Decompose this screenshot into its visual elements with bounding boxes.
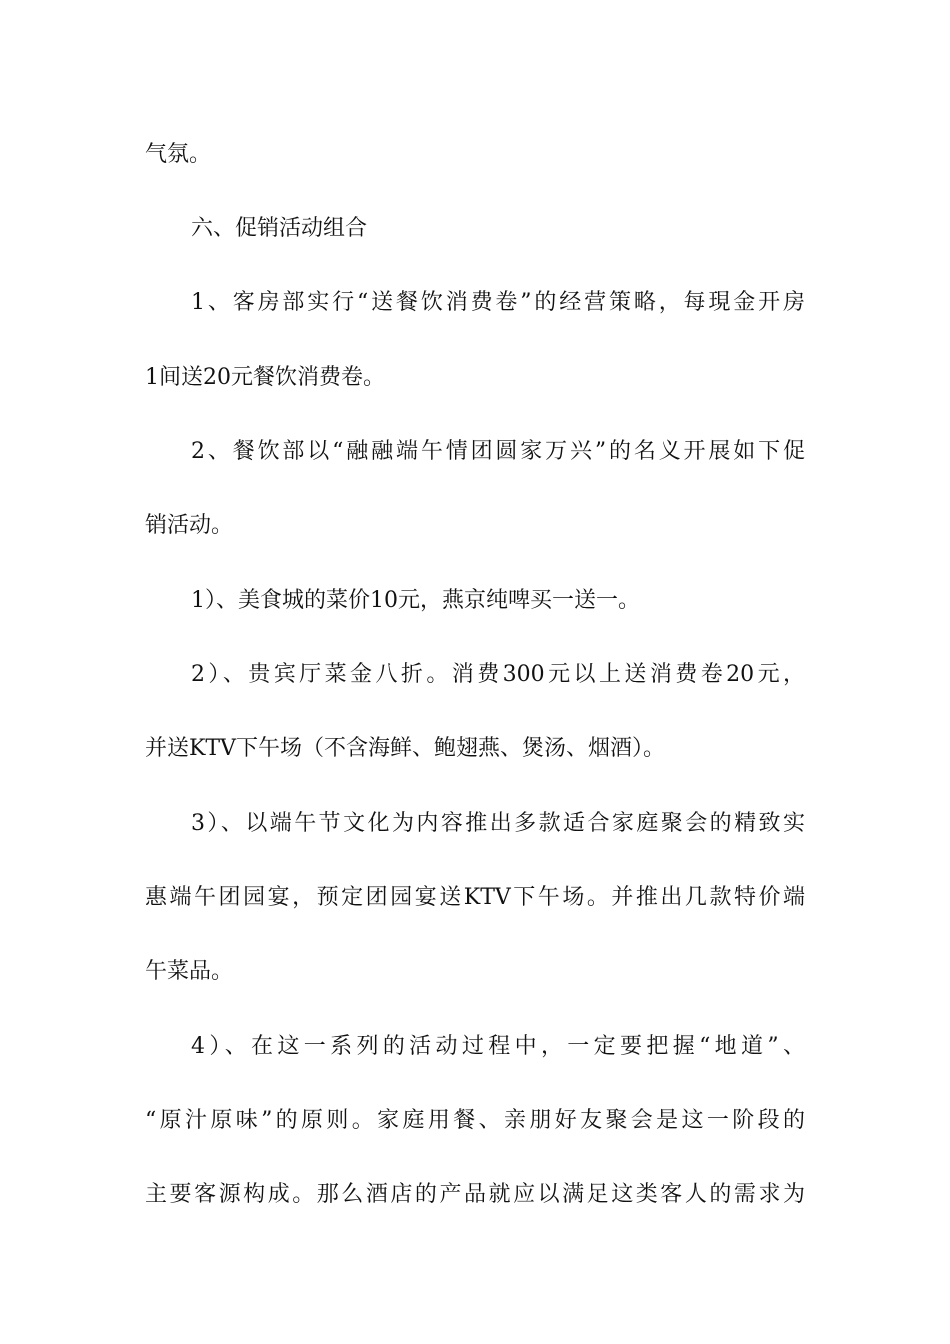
text-line-14: “原汁原味”的原则。家庭用餐、亲朋好友聚会是这一阶段的 xyxy=(145,1108,805,1133)
text-line-10: 3）、以端午节文化为内容推出多款适合家庭聚会的精致实 xyxy=(191,811,805,836)
text-line-9: 并送KTV下午场（不含海鲜、鲍翅燕、煲汤、烟酒）。 xyxy=(145,736,665,761)
section-heading: 六、促销活动组合 xyxy=(191,216,368,241)
text-line-6: 销活动。 xyxy=(145,513,234,538)
text-line-13: 4）、在这一系列的活动过程中，一定要把握“地道”、 xyxy=(191,1034,805,1059)
text-line-4: 1间送20元餐饮消费卷。 xyxy=(145,365,385,390)
text-line-12: 午菜品。 xyxy=(145,959,234,984)
text-line-11: 惠端午团园宴，预定团园宴送KTV下午场。并推出几款特价端 xyxy=(145,885,805,910)
text-line-7: 1）、美食城的菜价10元，燕京纯啤买一送一。 xyxy=(191,588,640,613)
text-line-1: 气氛。 xyxy=(145,142,212,167)
text-line-3: 1、客房部实行“送餐饮消费卷”的经营策略，每現金开房 xyxy=(191,290,805,315)
text-line-8: 2）、贵宾厅菜金八折。消费300元以上送消费卷20元， xyxy=(191,662,805,687)
text-line-15: 主要客源构成。那么酒店的产品就应以满足这类客人的需求为 xyxy=(145,1182,805,1207)
text-line-5: 2、餐饮部以“融融端午情团圆家万兴”的名义开展如下促 xyxy=(191,439,805,464)
